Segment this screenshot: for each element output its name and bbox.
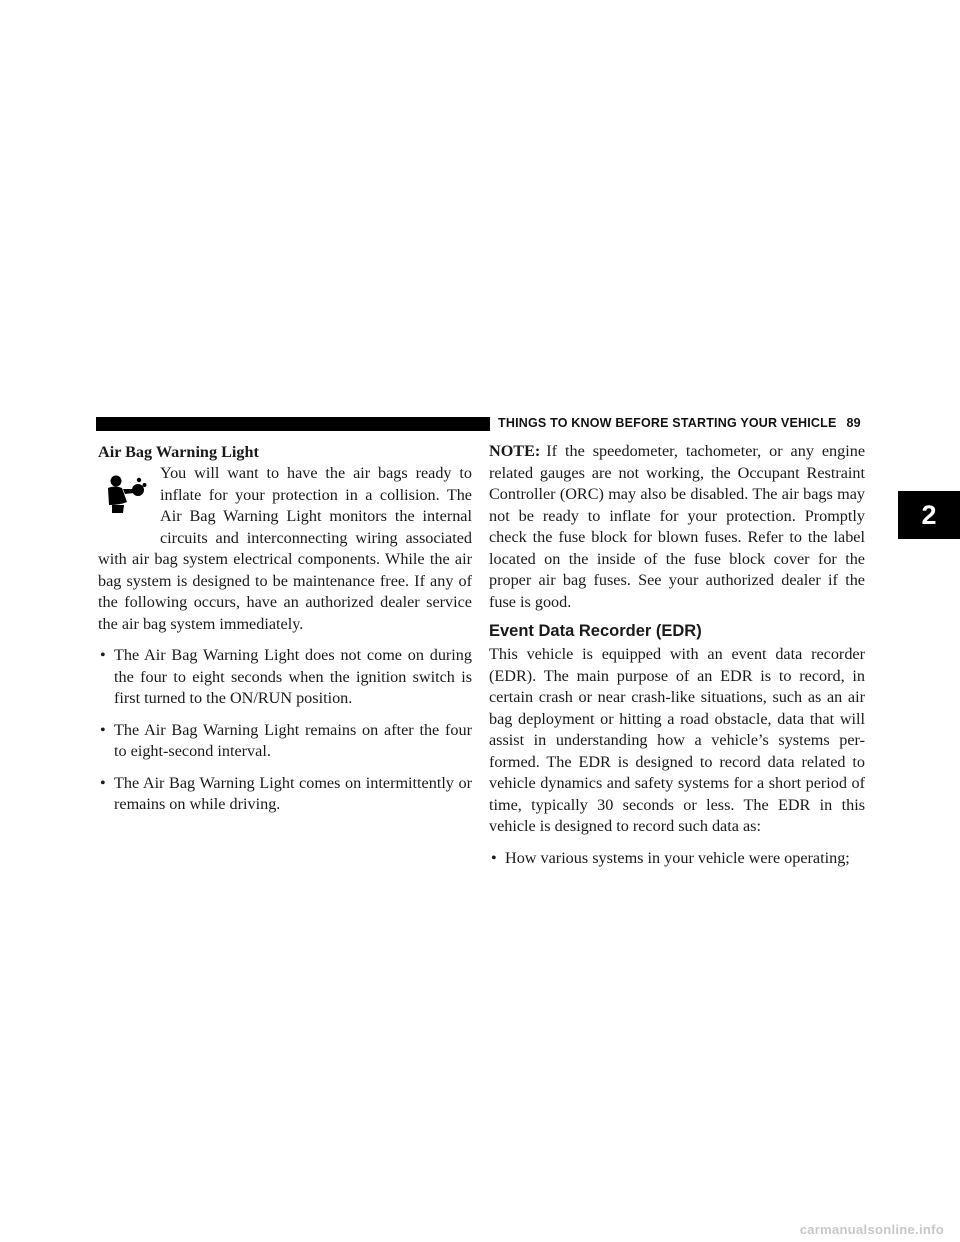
left-column xyxy=(98,441,472,816)
list-item xyxy=(489,848,865,870)
section-title: Air Bag Warning Light xyxy=(98,443,259,461)
watermark: carmanualsonline.info xyxy=(799,1222,944,1237)
bullet-icon: • xyxy=(100,720,106,739)
header-rule-bar xyxy=(96,417,490,431)
header-title: THINGS TO KNOW BEFORE STARTING YOUR VEHICLE xyxy=(498,416,837,430)
note-label: NOTE: xyxy=(489,442,541,460)
list-item-text: The Air Bag Warning Light does not come on during the four to eight seconds when the ignition switch is first turned to the ON/RUN position. xyxy=(114,646,472,707)
list-item-text: The Air Bag Warning Light comes on intermittently or remains on while driving. xyxy=(114,773,472,813)
note-paragraph xyxy=(489,441,865,613)
bullet-list xyxy=(98,645,472,816)
list-item xyxy=(98,720,472,763)
edr-paragraph: This vehicle is equipped with an event data recorder (EDR). The main purpose of an EDR is to record, in certain crash or near crash-like situations, such as an air bag deployment or hitting a road obstacle, data that will assist in understanding how a vehicle’s systems per-formed. The EDR is designed to record data related to vehicle dynamics and safety systems for a short period of time, typically 30 seconds or less. The EDR in this vehicle is designed to record such data as: xyxy=(489,645,865,835)
bullet-icon: • xyxy=(100,773,106,792)
warning-light-intro xyxy=(98,463,472,635)
list-item-text: The Air Bag Warning Light remains on after the four to eight-second interval. xyxy=(114,720,472,760)
running-header xyxy=(498,414,868,432)
edr-bullet-list xyxy=(489,848,865,870)
right-column xyxy=(489,441,865,869)
intro-paragraph: You will want to have the air bags ready to inflate for your protection in a collision. The Air Bag Warning Light monitors the internal circuits and interconnecting wiring associated with air bag system electrical components. While the air bag system is designed to be maintenance free. If any of the following occurs, have an authorized dealer service the air bag system immediately. xyxy=(98,464,472,633)
list-item xyxy=(98,773,472,816)
list-item-text: How various systems in your vehicle were operating; xyxy=(505,848,850,867)
page-number: 89 xyxy=(846,416,861,430)
bullet-icon: • xyxy=(100,646,106,664)
list-item xyxy=(98,645,472,710)
chapter-tab: 2 xyxy=(898,491,960,539)
airbag-warning-icon xyxy=(98,463,160,549)
bullet-icon: • xyxy=(491,848,497,867)
edr-heading: Event Data Recorder (EDR) xyxy=(489,622,702,640)
note-text: If the speedometer, tachometer, or any engine related gauges are not working, the Occupant Restraint Controller (ORC) may also be disabled. The air bags may not be ready to inflate for your protection. Promptly check the fuse block for blown fuses. Refer to the label located on the inside of the fuse block cover for the proper air bag fuses. See your authorized dealer if the fuse is good. xyxy=(489,442,865,611)
